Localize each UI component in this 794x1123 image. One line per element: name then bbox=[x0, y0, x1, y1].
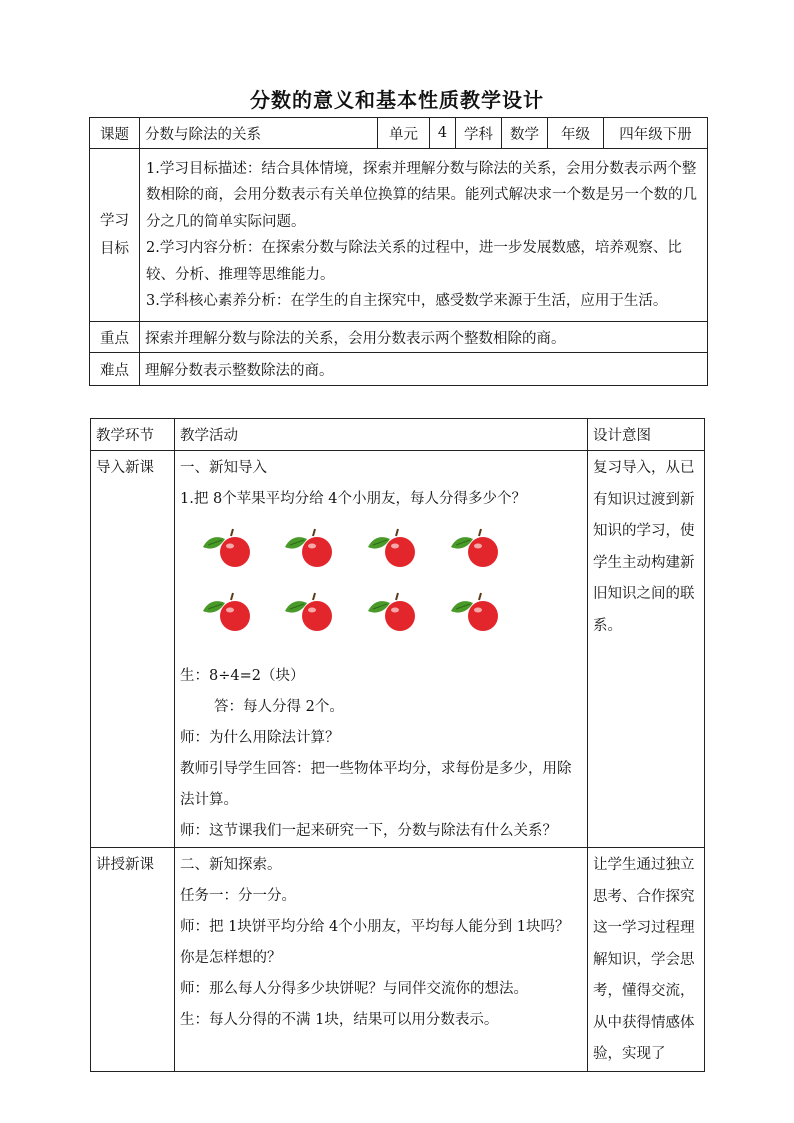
apple-icon bbox=[200, 525, 252, 569]
activity-line: 师：那么每人分得多少块饼呢？与同伴交流你的想法。 bbox=[180, 981, 528, 997]
activity-line: 1.把 8个苹果平均分给 4个小朋友，每人分得多少个？ bbox=[180, 491, 527, 507]
stage-cell bbox=[91, 848, 175, 1072]
key-point-value: 探索并理解分数与除法的关系，会用分数表示两个整数相除的商。 bbox=[140, 322, 708, 353]
apple-icon bbox=[448, 589, 500, 633]
header-stage: 教学环节 bbox=[91, 419, 175, 451]
unit-value: 4 bbox=[430, 118, 456, 149]
intent-text: 复习导入，从已有知识过渡到新知识的学习，使学生主动构建新旧知识之间的联系。 bbox=[593, 460, 695, 634]
activity-line: 二、新知探索。 bbox=[180, 857, 282, 873]
stage-name: 导入新课 bbox=[96, 460, 154, 476]
stage-name: 讲授新课 bbox=[96, 857, 154, 873]
apple-icon bbox=[448, 525, 500, 569]
teaching-process-table bbox=[90, 418, 705, 1072]
apple-icon bbox=[282, 525, 334, 569]
apple-icon bbox=[282, 589, 334, 633]
apple-icon bbox=[365, 525, 417, 569]
intent-cell bbox=[588, 451, 705, 848]
key-point-label: 重点 bbox=[90, 322, 140, 353]
activity-line: 一、新知导入 bbox=[180, 460, 267, 476]
activity-line: 师：把 1块饼平均分给 4个小朋友，平均每人能分到 1块吗？你是怎样想的？ bbox=[180, 919, 570, 966]
objective-item: 1.学习目标描述：结合具体情境，探索并理解分数与除法的关系，会用分数表示两个整数相除的商，会用分数表示有关单位换算的结果。能列式解决求一个数是另一个数的几分之几的简单实际问题。 bbox=[146, 160, 697, 230]
objective-item: 2.学习内容分析：在探索分数与除法关系的过程中，进一步发展数感，培养观察、比较、分析、推理等思维能力。 bbox=[146, 240, 682, 283]
difficulty-label: 难点 bbox=[90, 353, 140, 386]
intent-cell bbox=[588, 848, 705, 1072]
grade-label: 年级 bbox=[548, 118, 604, 149]
header-activities: 教学活动 bbox=[175, 419, 588, 451]
activity-line: 答：每人分得 2个。 bbox=[214, 699, 344, 715]
activity-line: 生：8÷4=2（块） bbox=[180, 668, 305, 684]
activities-cell bbox=[175, 451, 588, 848]
difficulty-value: 理解分数表示整数除法的商。 bbox=[140, 353, 708, 386]
activity-line: 生：每人分得的不满 1块，结果可以用分数表示。 bbox=[180, 1012, 499, 1028]
activity-line: 师：这节课我们一起来研究一下，分数与除法有什么关系？ bbox=[180, 823, 557, 839]
lesson-info-table bbox=[89, 117, 708, 386]
unit-label: 单元 bbox=[378, 118, 430, 149]
objectives-content bbox=[140, 149, 708, 322]
stage-cell bbox=[91, 451, 175, 848]
apple-icon bbox=[365, 589, 417, 633]
activity-line: 任务一：分一分。 bbox=[180, 888, 296, 904]
objectives-label bbox=[90, 149, 140, 322]
activity-line: 教师引导学生回答：把一些物体平均分，求每份是多少，用除法计算。 bbox=[180, 761, 572, 808]
activities-cell bbox=[175, 848, 588, 1072]
document-title: 分数的意义和基本性质教学设计 bbox=[250, 88, 544, 112]
activity-line: 师：为什么用除法计算？ bbox=[180, 730, 340, 746]
apple-illustration bbox=[180, 515, 582, 661]
apple-icon bbox=[200, 589, 252, 633]
objectives-label-line-2: 目标 bbox=[100, 241, 129, 257]
header-intent: 设计意图 bbox=[588, 419, 705, 451]
grade-value: 四年级下册 bbox=[604, 118, 708, 149]
topic-label: 课题 bbox=[90, 118, 140, 149]
objectives-label-line-1: 学习 bbox=[100, 213, 129, 229]
topic-value: 分数与除法的关系 bbox=[140, 118, 378, 149]
objective-item: 3.学科核心素养分析：在学生的自主探究中，感受数学来源于生活，应用于生活。 bbox=[146, 293, 668, 309]
subject-label: 学科 bbox=[456, 118, 502, 149]
intent-text: 让学生通过独立思考、合作探究这一学习过程理解知识，学会思考，懂得交流，从中获得情感体验，实现了 bbox=[593, 857, 695, 1062]
subject-value: 数学 bbox=[502, 118, 548, 149]
